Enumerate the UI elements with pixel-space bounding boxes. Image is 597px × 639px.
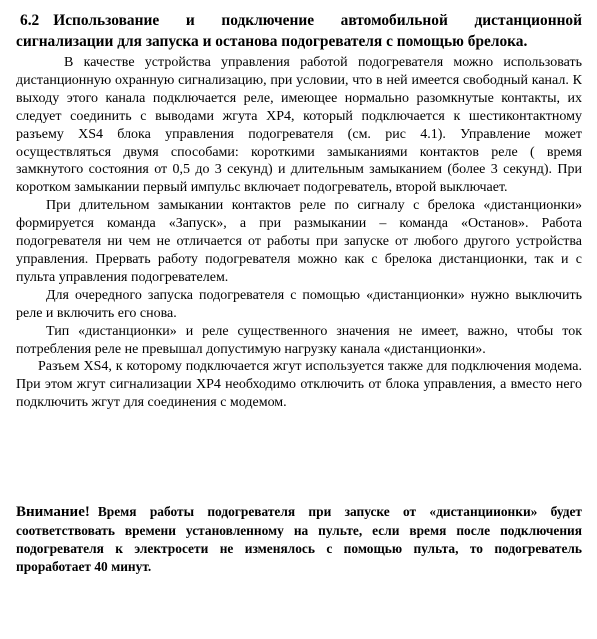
warning-note: [16, 503, 582, 576]
document-page: [16, 10, 582, 412]
warning-text: Время работы подогревателя при запуске от «дистанциионки» будет соответствовать времени установленному на пульте, если время после подключения подогревателя к электросети не изменялось с помощью пульта, то подогреватель проработает 40 минут.: [16, 504, 582, 574]
section-body: [16, 54, 582, 412]
paragraph-relay-connection: В качестве устройства управления работой подогревателя можно использовать дистанционную охранную сигнализацию, при условии, что в ней имеется свободный канал. К выходу этого канала подключается реле, имеющее нормально разомкнутые контакты, их следует соединить с выводами жгута ХР4, который подключается к шестиконтактному разъему XS4 блока управления подогревателя (см. рис 4.1). Управление может осуществляться двумя способами: короткими замыканиями контактов реле ( время замкнутого состояния от 0,5 до 3 секунд) и длительным замыканием (более 3 секунд). При коротком замыкании первый импульс включает подогреватель, второй выключает.: [16, 55, 582, 196]
paragraph-long-closure: При длительном замыкании контактов реле по сигналу с брелока «дистанционки» формируется команда «Запуск», а при размыкании – команда «Останов». Работа подогревателя ни чем не отличается от работы при запуске от любого другого устройства управления. Прервать работу подогревателя можно как с брелока дистанционки, так и с пульта управления подогревателем.: [16, 198, 582, 285]
paragraph-remote-type: Тип «дистанционки» и реле существенного значения не имеет, важно, чтобы ток потребления реле не превышал допустимую нагрузку канала «дистанционки».: [16, 323, 582, 357]
paragraph-modem: Разъем XS4, к которому подключается жгут используется также для подключения модема. При этом жгут сигнализации ХР4 необходимо отключить от блока управления, а вместо него подключить жгут для соединения с модемом.: [16, 359, 582, 411]
warning-label: Внимание!: [16, 504, 90, 520]
paragraph-restart: Для очередного запуска подогревателя с помощью «дистанционки» нужно выключить реле и включить его снова.: [16, 287, 582, 321]
section-title: Использование и подключение автомобильной дистанционной сигнализации для запуска и останова подогревателя с помощью брелока.: [16, 12, 582, 50]
section-heading: [16, 10, 582, 52]
section-number: 6.2: [20, 12, 40, 29]
